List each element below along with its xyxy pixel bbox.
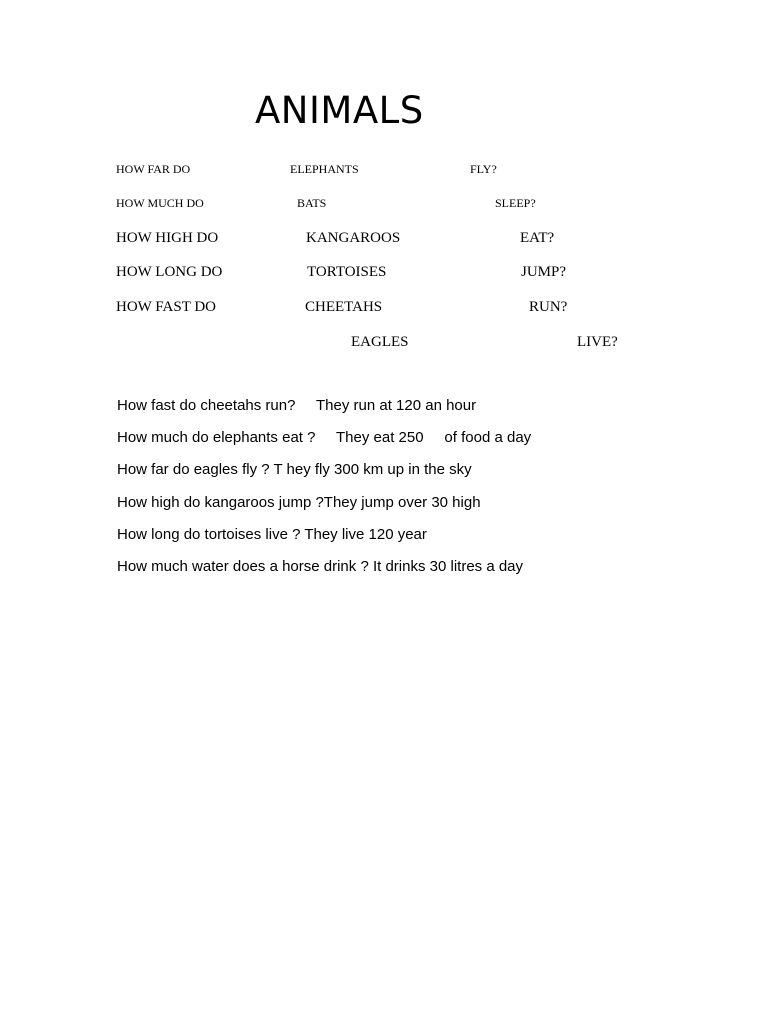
grid-question-cell: HOW LONG DO bbox=[116, 264, 223, 280]
grid-animal-cell: CHEETAHS bbox=[305, 299, 383, 315]
grid-verb-cell: FLY? bbox=[470, 162, 497, 176]
answer-sentence: How far do eagles fly ? T hey fly 300 km up in the sky bbox=[117, 461, 472, 478]
answer-sentence: How much water does a horse drink ? It drinks 30 litres a day bbox=[117, 558, 524, 575]
grid-question-cell: HOW HIGH DO bbox=[116, 230, 219, 246]
grid-question-cell: HOW MUCH DO bbox=[116, 196, 204, 210]
answer-sentence: How much do elephants eat ? They eat 250 of food a day bbox=[117, 429, 532, 446]
grid-verb-cell: JUMP? bbox=[521, 264, 567, 280]
grid-question-cell: HOW FAR DO bbox=[116, 162, 191, 176]
answer-sentence: How long do tortoises live ? They live 120 year bbox=[117, 526, 427, 543]
page-title: ANIMALS bbox=[255, 89, 424, 132]
grid-question-cell: HOW FAST DO bbox=[116, 299, 217, 315]
grid-animal-cell: BATS bbox=[297, 196, 327, 210]
answer-sentence: How high do kangaroos jump ?They jump over 30 high bbox=[117, 494, 481, 511]
grid-animal-cell: TORTOISES bbox=[307, 264, 387, 280]
grid-animal-cell: EAGLES bbox=[351, 334, 409, 350]
grid-verb-cell: SLEEP? bbox=[495, 196, 536, 210]
answer-sentence: How fast do cheetahs run? They run at 120 an hour bbox=[117, 397, 477, 414]
grid-animal-cell: ELEPHANTS bbox=[290, 162, 359, 176]
grid-verb-cell: LIVE? bbox=[577, 334, 618, 350]
grid-verb-cell: EAT? bbox=[520, 230, 555, 246]
grid-verb-cell: RUN? bbox=[529, 299, 568, 315]
grid-animal-cell: KANGAROOS bbox=[306, 230, 401, 246]
